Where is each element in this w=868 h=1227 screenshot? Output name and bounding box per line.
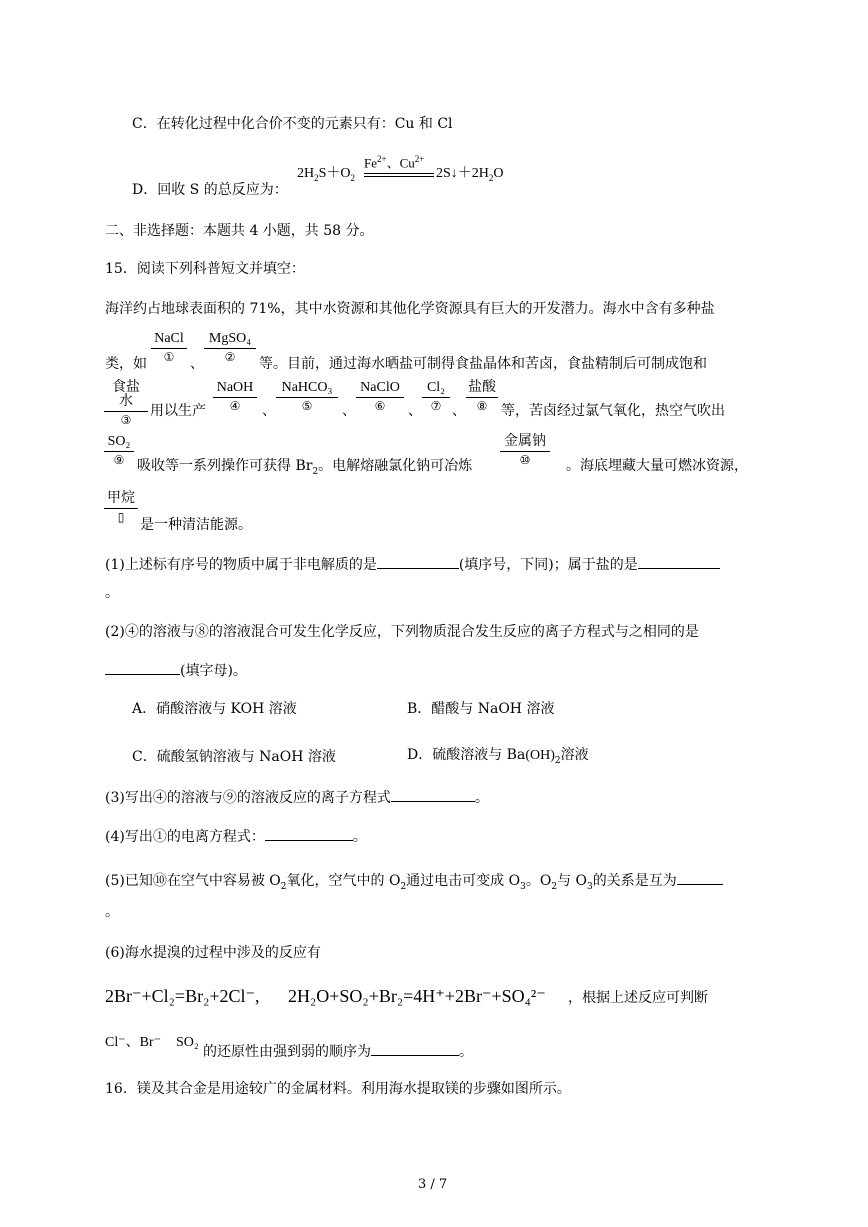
label-8: 盐酸 ⑧ bbox=[468, 380, 496, 413]
answer-blank[interactable] bbox=[377, 556, 459, 569]
option-d2: D．硫酸溶液与 $Ba(OH)_2$溶液 bbox=[407, 747, 589, 766]
page-number: 3 / 7 bbox=[418, 1177, 448, 1192]
option-d: D．回收 S 的总反应为： bbox=[132, 182, 288, 198]
question-5-end: 。 bbox=[105, 904, 119, 920]
answer-blank[interactable] bbox=[105, 662, 180, 675]
question-6b: 的还原性由强到弱的顺序为 。 bbox=[203, 1044, 473, 1060]
separator: 、 bbox=[408, 403, 422, 419]
paragraph-line-2a: 类，如 bbox=[105, 356, 147, 372]
paragraph-line-3-end: 等，苦卤经过氯气氧化，热空气吹出 bbox=[501, 403, 725, 419]
equation-d-right: $2S↓+2H_2O$ bbox=[436, 166, 504, 183]
label-9: SO₂ ⑨ bbox=[104, 435, 134, 466]
question-6: (6)海水提溴的过程中涉及的反应有 bbox=[105, 945, 321, 961]
answer-blank[interactable] bbox=[371, 1043, 459, 1056]
so2-label: SO₂ bbox=[176, 1035, 199, 1050]
paragraph-line-4a: 吸收等一系列操作可获得 $Br_2$。电解熔融氯化钠可冶炼 bbox=[137, 458, 473, 477]
label-10: 金属钠 ⑩ bbox=[500, 435, 550, 466]
separator: 、 bbox=[452, 403, 466, 419]
equation-d-condition: $Fe^{2+}$、$Cu^{2+}$ bbox=[364, 154, 425, 171]
equation-double-line-bottom bbox=[364, 176, 434, 177]
equation-double-line-top bbox=[364, 173, 434, 174]
answer-blank[interactable] bbox=[391, 789, 475, 802]
ions-list: Cl⁻、Br⁻ bbox=[105, 1035, 162, 1050]
label-11: 甲烷 ▯ bbox=[104, 492, 138, 523]
section-heading: 二、非选择题：本题共 4 小题，共 58 分。 bbox=[105, 223, 374, 239]
paragraph-line-4c: 。海底埋藏大量可燃冰资源， bbox=[566, 458, 748, 474]
answer-blank[interactable] bbox=[638, 556, 720, 569]
answer-blank[interactable] bbox=[265, 828, 353, 841]
paragraph-line-5: 是一种清洁能源。 bbox=[140, 517, 252, 533]
equation-tail: ，根据上述反应可判断 bbox=[568, 990, 708, 1006]
option-c2: C．硫酸氢钠溶液与 NaOH 溶液 bbox=[132, 749, 336, 765]
question-5: (5)已知⑩在空气中容易被 $O_2$氧化，空气中的 $O_2$通过电击可变成 $O_3$。$O_2$与 $O_3$的关系是互为 bbox=[105, 872, 723, 892]
equation-d-left: $2H_2S+O_2$ bbox=[297, 166, 356, 183]
label-3: 食盐水 ③ bbox=[104, 381, 148, 426]
option-c: C．在转化过程中化合价不变的元素只有：Cu 和 Cl bbox=[132, 116, 453, 132]
question-1: (1)上述标有序号的物质中属于非电解质的是 (填序号，下同)；属于盐的是 bbox=[105, 556, 720, 572]
label-4: NaOH ④ bbox=[213, 381, 257, 412]
option-a: A．硝酸溶液与 KOH 溶液 bbox=[132, 701, 297, 717]
question-3: (3)写出④的溶液与⑨的溶液反应的离子方程式 。 bbox=[105, 790, 489, 806]
question-4: (4)写出①的电离方程式： 。 bbox=[105, 829, 367, 845]
paragraph-line-2c: 等。目前，通过海水晒盐可制得食盐晶体和苦卤，食盐精制后可制成饱和 bbox=[259, 356, 707, 372]
separator: 、 bbox=[342, 403, 356, 419]
equation-2: 2H₂O+SO₂+Br₂=4H⁺+2Br⁻+SO₄²⁻ bbox=[288, 986, 546, 1006]
question-2-blank-line: (填字母)。 bbox=[105, 662, 247, 678]
paragraph-line-3a: 用以生产 bbox=[150, 403, 206, 419]
answer-blank[interactable] bbox=[677, 872, 723, 885]
label-5: NaHCO₃ ⑤ bbox=[276, 381, 338, 412]
label-7: Cl₂ ⑦ bbox=[422, 381, 450, 412]
separator: 、 bbox=[262, 403, 276, 419]
question-16: 16．镁及其合金是用途较广的金属材料。利用海水提取镁的步骤如图所示。 bbox=[105, 1081, 571, 1097]
equation-1: 2Br⁻+Cl₂=Br₂+2Cl⁻, bbox=[105, 986, 260, 1006]
label-2: MgSO₄ ② bbox=[204, 332, 256, 363]
question-2: (2)④的溶液与⑧的溶液混合可发生化学反应，下列物质混合发生反应的离子方程式与之相同的是 bbox=[105, 624, 699, 640]
question-15-title: 15．阅读下列科普短文并填空： bbox=[105, 261, 305, 277]
option-b: B．醋酸与 NaOH 溶液 bbox=[407, 701, 555, 717]
label-1: NaCl ① bbox=[151, 332, 187, 363]
label-6: NaClO ⑥ bbox=[356, 381, 404, 412]
paragraph-line-1: 海洋约占地球表面积的 71%，其中水资源和其他化学资源具有巨大的开发潜力。海水中含有多种盐 bbox=[105, 301, 715, 317]
question-1-end: 。 bbox=[105, 585, 119, 601]
separator: 、 bbox=[190, 356, 204, 372]
